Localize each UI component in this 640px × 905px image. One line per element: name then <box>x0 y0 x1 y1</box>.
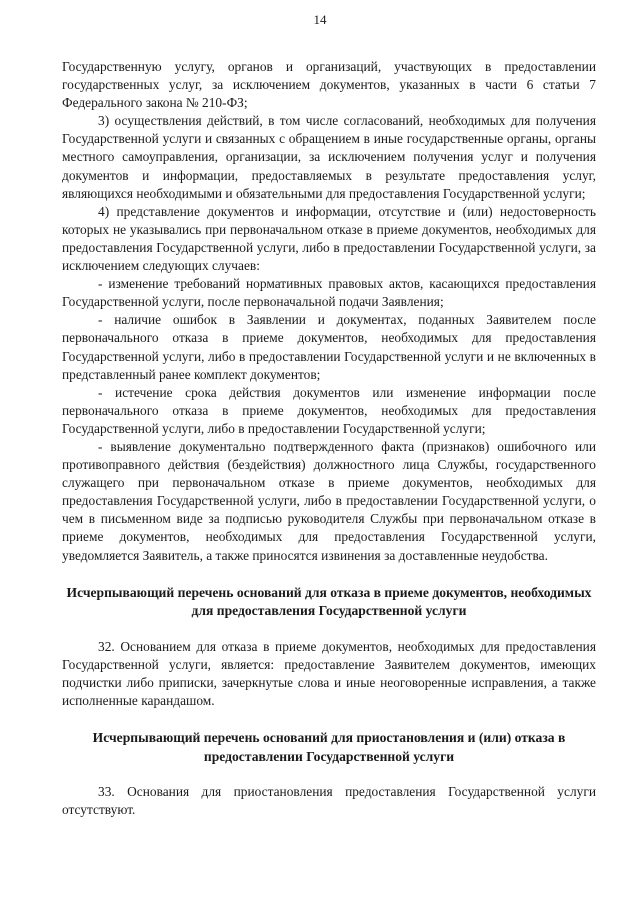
section-heading-suspension-grounds: Исчерпывающий перечень оснований для приостановления и (или) отказа в предоставлении Государственной услуги <box>92 730 566 764</box>
bullet-item-requirements-change: - изменение требований нормативных правовых актов, касающихся предоставления Государственной услуги, после первоначальной подачи Заявления; <box>62 276 596 310</box>
bullet-item-expiry: - истечение срока действия документов или изменение информации после первоначального отказа в приеме документов, необходимых для предоставления Государственной услуги, либо в предоставлении Государственной услуги; <box>62 384 596 436</box>
bullet-item-errors: - наличие ошибок в Заявлении и документах, поданных Заявителем после первоначального отказа в приеме документов, необходимых для предоставления Государственной услуги, либо в предоставлении Государственной услуги и не включенных в представленный ранее комплект документов; <box>62 312 596 382</box>
paragraph-33: 33. Основания для приостановления предоставления Государственной услуги отсутствуют. <box>62 784 596 818</box>
section-heading-refusal-grounds: Исчерпывающий перечень оснований для отказа в приеме документов, необходимых для предоставления Государственной услуги <box>66 584 592 619</box>
paragraph-item-3: 3) осуществления действий, в том числе согласований, необходимых для получения Государственной услуги и связанных с обращением в иные государственные органы, органы местного самоуправления, организации, за исключением получения услуг и получения документов и информации, предоставляемых в результате предоставления услуг, являющихся необходимыми и обязательными для предоставления Государственной услуги; <box>62 113 596 201</box>
paragraph-32: 32. Основанием для отказа в приеме документов, необходимых для предоставления Государственной услуги, является: предоставление Заявителем документов, имеющих подчистки либо приписки, зачеркнутые слова и иные неоговоренные исправления, а также исполненные карандашом. <box>62 638 596 708</box>
bullet-item-wrongful-action: - выявление документально подтвержденного факта (признаков) ошибочного или противоправного действия (бездействия) должностного лица Службы, государственного служащего при первоначальном отказе в приеме документов, необходимых для предоставления Государственной услуги, либо в предоставлении Государственной услуги, о чем в письменном виде за подписью руководителя Службы при первоначальном отказе в приеме документов, необходимых для предоставления Государственной услуги, уведомляется Заявитель, а также приносятся извинения за доставленные неудобства. <box>62 438 596 563</box>
paragraph-continuation: Государственную услугу, органов и организаций, участвующих в предоставлении государственных услуг, за исключением документов, указанных в части 6 статьи 7 Федерального закона № 210-ФЗ; <box>62 59 596 111</box>
paragraph-item-4: 4) представление документов и информации, отсутствие и (или) недостоверность которых не указывались при первоначальном отказе в приеме документов, необходимых для предоставления Государственной услуги, либо в предоставлении Государственной услуги, за исключением следующих случаев: <box>62 203 596 274</box>
document-body <box>62 58 596 819</box>
page-number: 14 <box>313 12 327 27</box>
